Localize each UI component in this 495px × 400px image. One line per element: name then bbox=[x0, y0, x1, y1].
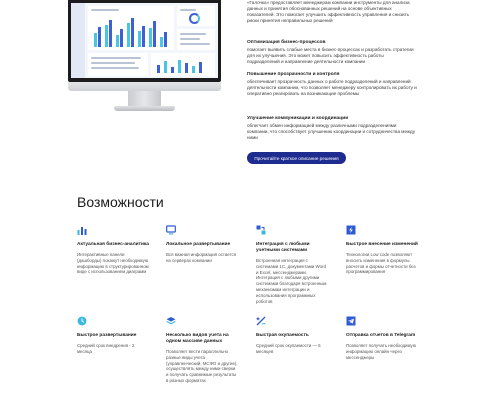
feature-card bbox=[256, 316, 328, 355]
feature-description: Встроенная интеграция с системами 1С, документами Word и Excel, мессенджерами. Интеграция с любыми другими системами благодаря встроенным механизмам интеграции и использования программных роботов bbox=[256, 258, 327, 304]
feature-description: Вся важная информация остается на серверах компании bbox=[166, 252, 237, 263]
feature-card bbox=[77, 225, 149, 275]
dashboard-table-panel bbox=[88, 53, 148, 76]
feature-description: Технологии Low code позволяют вносить изменения в формулы расчетов и формы отчетности без программирования bbox=[346, 252, 416, 275]
feature-title: Несколько видов учета на одном массиве данных bbox=[166, 333, 229, 344]
bar-chart-icon bbox=[77, 225, 87, 235]
bar bbox=[192, 66, 195, 73]
benefit-title: Повышение прозрачности и контроля bbox=[247, 72, 340, 77]
dashboard-chart-title bbox=[91, 9, 119, 11]
bar bbox=[94, 33, 97, 47]
dashboard-chart-panel bbox=[88, 6, 174, 50]
feature-card bbox=[166, 316, 238, 384]
benefit-block bbox=[247, 116, 417, 141]
feature-description: Позволяет вести параллельно разные виды учета (управленческий, МСФО и другие), осуществлять между ними сверки и получать сравнимые результаты в разных форматах bbox=[166, 349, 238, 383]
dashboard-sidebar bbox=[71, 3, 85, 78]
dashboard-kpi-panel bbox=[177, 6, 215, 26]
dashboard-kpi-ring bbox=[189, 13, 200, 24]
benefit-title: Оптимизация бизнес-процессов bbox=[247, 40, 326, 45]
read-description-button[interactable]: Прочитайте краткое описание решения bbox=[247, 152, 346, 164]
benefit-title: Улучшение коммуникации и координации bbox=[247, 116, 349, 121]
benefit-block bbox=[247, 40, 417, 65]
feature-description: Интерактивные панели (дашборды) покажут необходимую информацию в структурированном виде с использованием диаграмм bbox=[77, 252, 149, 275]
bar bbox=[160, 37, 163, 47]
benefit-text: облегчает обмен информацией между различными подразделениями компании, что способствует улучшению координации и сотрудничества между ними bbox=[247, 123, 415, 140]
benefit-text: помогает выявить слабые места в бизнес-процессах и разработать стратегии для их улучшения. Это может повысить эффективность работы подразделений и направление деятельности компании bbox=[247, 47, 414, 64]
bar bbox=[105, 25, 108, 47]
bar bbox=[116, 35, 119, 47]
feature-card bbox=[166, 225, 238, 264]
bar bbox=[131, 18, 134, 47]
benefit-block bbox=[247, 72, 417, 97]
bar bbox=[109, 20, 112, 47]
telegram-icon bbox=[346, 316, 356, 326]
bar bbox=[127, 23, 130, 47]
bar bbox=[171, 67, 174, 73]
bar bbox=[120, 29, 123, 47]
dashboard-kpi-title bbox=[180, 9, 196, 11]
dashboard-list-line bbox=[180, 33, 206, 35]
benefit-text: обеспечивает прозрачность данных о работе подразделений и направлений деятельности компании, что позволяет менеджеру контролировать их работу и оперативно реагировать на возникающие проблемы bbox=[247, 79, 417, 96]
dashboard-table-line bbox=[91, 62, 135, 64]
bar bbox=[149, 28, 152, 47]
feature-card bbox=[256, 225, 328, 304]
features-title: Возможности bbox=[77, 194, 164, 210]
feature-card bbox=[346, 316, 418, 360]
dashboard-preview bbox=[71, 3, 218, 78]
dashboard-mini-bars bbox=[155, 58, 211, 73]
dashboard-table-line bbox=[91, 67, 139, 69]
bar bbox=[164, 32, 167, 47]
clock-icon bbox=[77, 316, 87, 326]
integration-icon bbox=[256, 225, 266, 235]
dashboard-list-line bbox=[180, 38, 200, 40]
monitor-stand bbox=[128, 91, 161, 107]
bar bbox=[153, 21, 156, 47]
layers-icon bbox=[166, 316, 176, 326]
hero-intro-text: «Галочка» предоставляет менеджерам компании инструменты для анализа данных и принятия обоснованных решений на основе объективных показателей. Это помогает улучшить эффективность управления и снизить риски принятия неправильных решений bbox=[247, 0, 410, 23]
dashboard-list-panel bbox=[177, 29, 215, 50]
feature-card bbox=[77, 316, 149, 355]
dashboard-mini-chart-panel bbox=[151, 53, 215, 76]
dashboard-table-line bbox=[91, 57, 141, 59]
bar bbox=[199, 62, 202, 73]
feature-title: Быстрое внесение изменений bbox=[346, 242, 418, 247]
feature-card bbox=[346, 225, 418, 275]
dashboard-monitor-illustration bbox=[62, 0, 227, 120]
bar bbox=[164, 61, 167, 73]
feature-description: Позволяет получать необходимую информацию онлайн через мессенджеры bbox=[346, 343, 417, 360]
monitor-screen bbox=[68, 0, 221, 82]
monitor-chin bbox=[68, 82, 221, 91]
feature-title: Отправка отчетов в Telegram bbox=[346, 333, 416, 338]
dashboard-bars bbox=[92, 16, 170, 47]
bar bbox=[157, 65, 160, 73]
bar bbox=[142, 26, 145, 47]
feature-title: Быстрое развертывание bbox=[77, 333, 137, 338]
bar bbox=[138, 31, 141, 47]
feature-title: Актуальная бизнес-аналитика bbox=[77, 242, 149, 247]
bar bbox=[185, 63, 188, 73]
feature-title: Интеграция с любыми учетными системами bbox=[256, 242, 310, 253]
bar bbox=[178, 60, 181, 73]
feature-description: Средний срок внедрения - 2 месяца bbox=[77, 343, 135, 354]
feature-title: Быстрая окупаемость bbox=[256, 333, 309, 338]
payback-icon bbox=[256, 316, 266, 326]
monitor-icon bbox=[166, 225, 176, 235]
dashboard-list-line bbox=[180, 43, 210, 45]
feature-title: Локальное развертывание bbox=[166, 242, 231, 247]
monitor-base bbox=[114, 106, 175, 111]
feature-description: Средний срок окупаемости — 6 месяцев bbox=[256, 343, 321, 354]
bar bbox=[98, 27, 101, 47]
lightning-icon bbox=[346, 225, 356, 235]
